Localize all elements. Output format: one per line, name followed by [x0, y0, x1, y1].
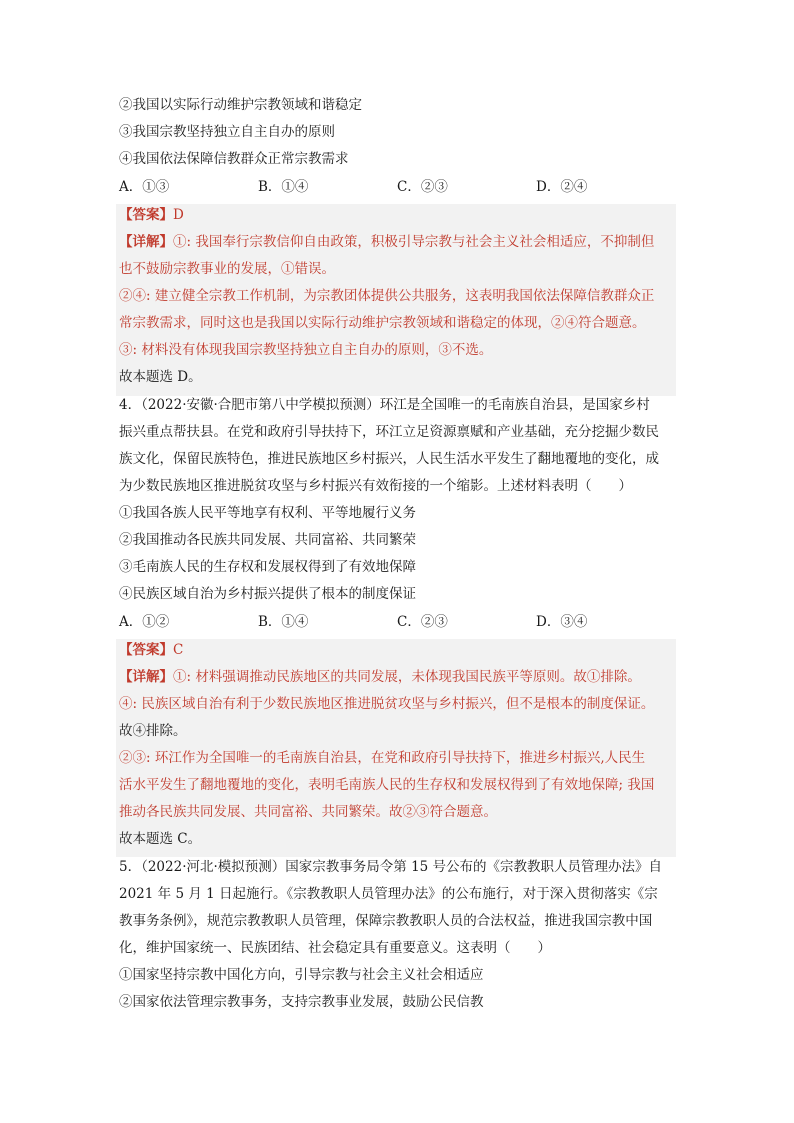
q5-stem-line-4: 化，维护国家统一、民族团结、社会稳定具有重要意义。这表明（ ）	[119, 940, 551, 956]
q4-detail-line-4: ②③: 环江作为全国唯一的毛南族自治县，在党和政府引导扶持下，推进乡村振兴,人民生	[119, 750, 646, 766]
q4-option-4: ④民族区域自治为乡村振兴提供了根本的制度保证	[119, 586, 416, 602]
q4-choice-c: C．②③	[397, 614, 448, 630]
q3-detail-line-3: ②④: 建立健全宗教工作机制，为宗教团体提供公共服务，这表明我国依法保障信教群众正	[119, 288, 655, 304]
q4-choice-a: A．①②	[119, 614, 170, 630]
q4-stem-line-2: 振兴重点帮扶县。在党和政府引导扶持下，环江立足资源禀赋和产业基础，充分挖掘少数民	[119, 424, 659, 440]
q3-choice-a: A．①③	[119, 179, 170, 195]
q4-answer	[119, 641, 183, 659]
q3-answer	[119, 206, 184, 224]
q5-option-2: ②国家依法管理宗教事务，支持宗教事业发展，鼓励公民信教	[119, 994, 484, 1010]
q4-stem-line-4: 为少数民族地区推进脱贫攻坚与乡村振兴有效衔接的一个缩影。上述材料表明（ ）	[119, 478, 632, 494]
q4-option-2: ②我国推动各民族共同发展、共同富裕、共同繁荣	[119, 532, 416, 548]
q4-option-3: ③毛南族人民的生存权和发展权得到了有效地保障	[119, 559, 416, 575]
q4-detail-line-5: 活水平发生了翻地覆地的变化，表明毛南族人民的生存权和发展权得到了有效地保障; 我国	[119, 777, 655, 793]
answer-value: C	[173, 642, 184, 658]
q4-stem-line-1: 4．（2022·安徽·合肥市第八中学模拟预测）环江是全国唯一的毛南族自治县，是国家乡村	[119, 397, 650, 413]
q3-conclusion: 故本题选 D。	[119, 369, 202, 385]
answer-value: D	[173, 207, 184, 223]
q4-detail-line-1	[119, 668, 641, 686]
q3-option-3: ③我国宗教坚持独立自主自办的原则	[119, 124, 335, 140]
answer-label: 【答案】	[119, 207, 173, 223]
detail-label: 【详解】	[119, 669, 173, 685]
q4-choice-d: D．③④	[536, 614, 588, 630]
q3-option-2: ②我国以实际行动维护宗教领域和谐稳定	[119, 97, 362, 113]
answer-label: 【答案】	[119, 642, 173, 658]
q4-choice-b: B．①④	[258, 614, 309, 630]
q3-choice-c: C．②③	[397, 179, 448, 195]
q3-detail-line-4: 常宗教需求，同时这也是我国以实际行动维护宗教领域和谐稳定的体现，②④符合题意。	[119, 315, 646, 331]
q4-option-1: ①我国各族人民平等地享有权利、平等地履行义务	[119, 505, 416, 521]
q3-choice-d: D．②④	[536, 179, 588, 195]
detail-label: 【详解】	[119, 234, 173, 250]
q5-option-1: ①国家坚持宗教中国化方向，引导宗教与社会主义社会相适应	[119, 967, 484, 983]
q4-conclusion: 故本题选 C。	[119, 831, 202, 847]
q3-option-4: ④我国依法保障信教群众正常宗教需求	[119, 151, 349, 167]
q4-detail-line-2: ④: 民族区域自治有利于少数民族地区推进脱贫攻坚与乡村振兴，但不是根本的制度保证。	[119, 696, 655, 712]
detail-text: ①: 我国奉行宗教信仰自由政策，积极引导宗教与社会主义社会相适应，不抑制但	[173, 234, 655, 250]
q4-stem-line-3: 族文化，保留民族特色，推进民族地区乡村振兴，人民生活水平发生了翻地覆地的变化，成	[119, 451, 659, 467]
q3-choice-b: B．①④	[258, 179, 309, 195]
q3-detail-line-2: 也不鼓励宗教事业的发展，①错误。	[119, 261, 335, 277]
q3-detail-line-5: ③: 材料没有体现我国宗教坚持独立自主自办的原则，③不选。	[119, 342, 493, 358]
q5-stem-line-1: 5．（2022·河北·模拟预测）国家宗教事务局令第 15 号公布的《宗教教职人员管理办法》自	[119, 859, 663, 875]
detail-text: ①: 材料强调推动民族地区的共同发展，未体现我国民族平等原则。故①排除。	[173, 669, 641, 685]
q5-stem-line-3: 教事务条例》，规范宗教教职人员管理，保障宗教教职人员的合法权益，推进我国宗教中国	[119, 913, 653, 929]
q5-stem-line-2: 2021 年 5 月 1 日起施行。《宗教教职人员管理办法》的公布施行，对于深入贯彻落实《宗	[119, 886, 658, 902]
q4-detail-line-6: 推动各民族共同发展、共同富裕、共同繁荣。故②③符合题意。	[119, 804, 497, 820]
q3-detail-line-1	[119, 233, 654, 251]
q4-detail-line-3: 故④排除。	[119, 723, 187, 739]
